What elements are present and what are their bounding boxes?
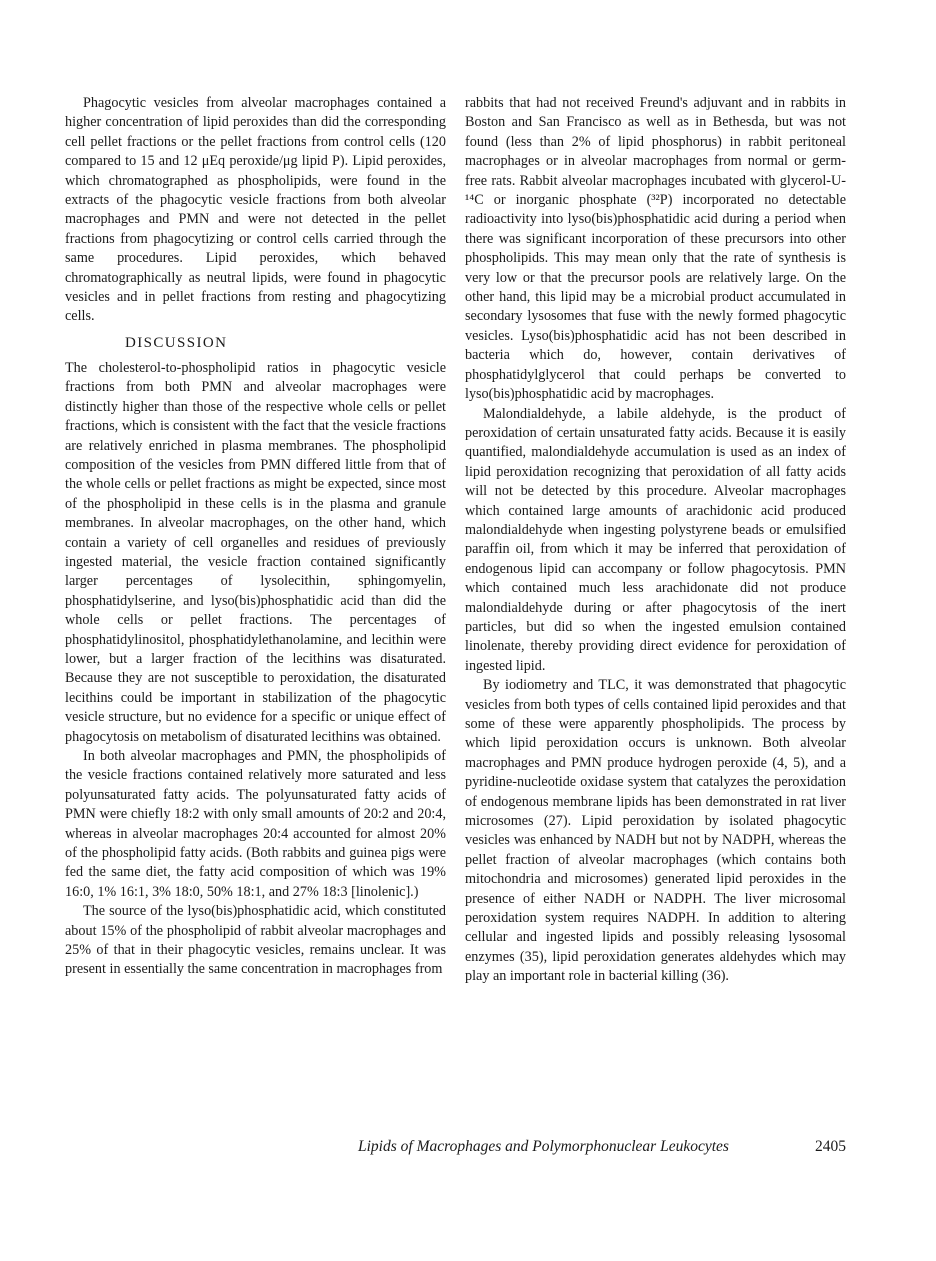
running-title: Lipids of Macrophages and Polymorphonuclear Leukocytes — [358, 1138, 729, 1155]
discussion-paragraph-3: The source of the lyso(bis)phosphatidic acid, which constituted about 15% of the phospholipid of rabbit alveolar macrophages and 25% of that in their phagocytic vesicles, remains unclear. It was present in essentially the same concentration in macrophages from — [65, 903, 446, 978]
right-column — [465, 94, 846, 987]
page-number: 2405 — [815, 1138, 846, 1155]
discussion-paragraph-4: Malondialdehyde, a labile aldehyde, is the product of peroxidation of certain unsaturated fatty acids. Because it is easily quantified, malondialdehyde accumulation is used as an index of lipid peroxidation recognizing that peroxidation of all fatty acids will not be detected by this procedure. Alveolar macrophages which contained large amounts of arachidonic acid produced malondialdehyde when ingesting polystyrene beads or emulsified paraffin oil, from which it may be inferred that peroxidation of endogenous lipid can accompany or follow phagocytosis. PMN which contained much less arachidonate did not produce malondialdehyde during or after phagocytosis of the inert particles, but did so when the ingested emulsion contained linolenate, thereby providing direct evidence for peroxidation of ingested lipid. — [465, 405, 846, 674]
left-column — [65, 94, 446, 980]
discussion-paragraph-1: The cholesterol-to-phospholipid ratios in phagocytic vesicle fractions from both PMN and alveolar macrophages were distinctly higher than those of the respective whole cells or pellet fractions, which is consistent with the fact that the vesicle fractions are relatively enriched in plasma membranes. The phospholipid composition of the vesicles from PMN differed little from that of the whole cells or pellet fractions as might be expected, since most of the phospholipid in these cells is in the plasma and granule membranes. In alveolar macrophages, on the other hand, which contain a variety of cell organelles and residues of previously ingested material, the vesicle fraction contained significantly larger percentages of lysolecithin, sphingomyelin, phosphatidylserine, and lyso(bis)phosphatidic acid than did the whole cells or pellet fractions. The percentages of phosphatidylinositol, phosphatidylethanolamine, and lecithin were lower, but a larger fraction of the lecithins was disaturated. Because they are not susceptible to peroxidation, the disaturated lecithins could be important in stabilization of the phagocytic vesicle structure, but no evidence for a specific or unique effect of phagocytosis on metabolism of disaturated lecithins was obtained. — [65, 359, 446, 745]
discussion-paragraph-3-continued: rabbits that had not received Freund's adjuvant and in rabbits in Boston and San Francisco as well as in Bethesda, but was not found (less than 2% of lipid phosphorus) in rabbit peritoneal macrophages or in alveolar macrophages from normal or germ-free rats. Rabbit alveolar macrophages incubated with glycerol-U-¹⁴C or inorganic phosphate (³²P) incorporated no detectable radioactivity into lyso(bis)phosphatidic acid during a period when there was significant incorporation of these precursors into other phospholipids. This may mean only that the rate of synthesis is very low or that the precursor pools are relatively large. On the other hand, this lipid may be a microbial product accumulated in secondary lysosomes that fuse with the newly formed phagocytic vesicles. Lyso(bis)phosphatidic acid has not been described in bacteria which do, however, contain derivatives of phosphatidylglycerol that could perhaps be converted to lyso(bis)phosphatidic acid by macrophages. — [465, 95, 846, 403]
section-heading-discussion: DISCUSSION — [125, 334, 228, 351]
discussion-paragraph-2: In both alveolar macrophages and PMN, the phospholipids of the vesicle fractions contained relatively more saturated and less polyunsaturated fatty acids. The polyunsaturated fatty acids of PMN were chiefly 18:2 with only small amounts of 20:2 and 20:4, whereas in alveolar macrophages 20:4 accounted for almost 20% of the phospholipid fatty acids. (Both rabbits and guinea pigs were fed the same diet, the fatty acid composition of which was 19% 16:0, 1% 16:1, 3% 18:0, 50% 18:1, and 27% 18:3 [linolenic].) — [65, 748, 446, 900]
page-footer — [358, 1138, 846, 1156]
discussion-paragraph-5: By iodiometry and TLC, it was demonstrated that phagocytic vesicles from both types of cells contained lipid peroxides and that some of these were apparently phospholipids. The process by which lipid peroxidation occurs is unknown. Both alveolar macrophages and PMN produce hydrogen peroxide (4, 5), and a pyridine-nucleotide oxidase system that catalyzes the peroxidation of endogenous membrane lipids has been demonstrated in rat liver microsomes (27). Lipid peroxidation by isolated phagocytic vesicles was enhanced by NADH but not by NADPH, whereas the pellet fraction of alveolar macrophages (which contains both mitochondria and microsomes) generated lipid peroxides in the presence of either NADH or NADPH. The liver microsomal peroxidation system requires NADPH. In addition to altering cellular and ingested lipids and possibly releasing lysosomal enzymes (35), lipid peroxidation generates aldehydes which may play an important role in bacterial killing (36). — [465, 677, 846, 985]
results-paragraph: Phagocytic vesicles from alveolar macrophages contained a higher concentration of lipid peroxides than did the corresponding cell pellet fractions or the pellet fractions from control cells (120 compared to 15 and 12 μEq peroxide/μg lipid P). Lipid peroxides, which chromatographed as phospholipids, were found in the extracts of the phagocytic vesicle fractions from both alveolar macrophages and PMN and were not detected in the pellet fractions from phagocytizing or control cells carried through the same procedures. Lipid peroxides, which behaved chromatographically as neutral lipids, were found in phagocytic vesicles and in pellet fractions from resting and phagocytizing cells. — [65, 95, 446, 325]
